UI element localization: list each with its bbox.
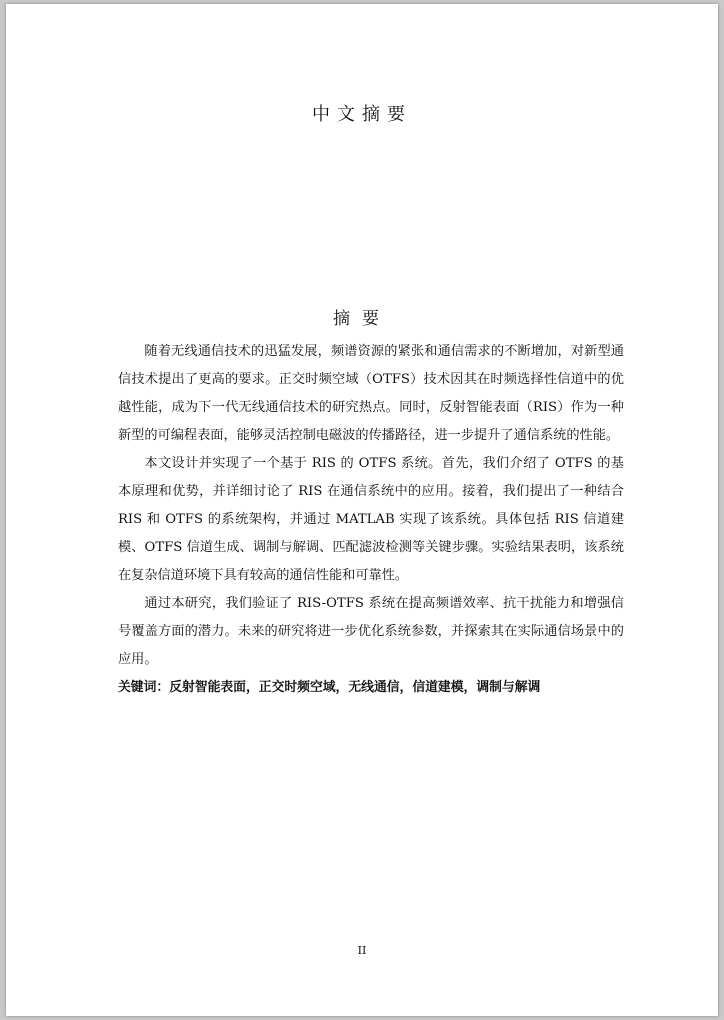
abstract-heading: 摘要 <box>333 309 391 329</box>
page-title: 中文摘要 <box>312 104 412 125</box>
keywords-line <box>118 674 624 702</box>
abstract-paragraph-3: 通过本研究，我们验证了 RIS-OTFS 系统在提高频谱效率、抗干扰能力和增强信号覆盖方面的潜力。未来的研究将进一步优化系统参数，并探索其在实际通信场景中的应用。 <box>118 596 624 667</box>
abstract-paragraph-1: 随着无线通信技术的迅猛发展，频谱资源的紧张和通信需求的不断增加，对新型通信技术提出了更高的要求。正交时频空域（OTFS）技术因其在时频选择性信道中的优越性能，成为下一代无线通信技术的研究热点。同时，反射智能表面（RIS）作为一种新型的可编程表面，能够灵活控制电磁波的传播路径，进一步提升了通信系统的性能。 <box>118 344 624 443</box>
page-number: II <box>357 944 367 957</box>
document-page <box>6 4 718 1016</box>
abstract-body <box>118 338 624 702</box>
keywords-label: 关键词： <box>118 680 170 695</box>
abstract-paragraph-2: 本文设计并实现了一个基于 RIS 的 OTFS 系统。首先，我们介绍了 OTFS 的基本原理和优势，并详细讨论了 RIS 在通信系统中的应用。接着，我们提出了一种结合 RIS 和 OTFS 的系统架构，并通过 MATLAB 实现了该系统。具体包括 RIS 信道建模、OTFS 信道生成、调制与解调、匹配滤波检测等关键步骤。实验结果表明，该系统在复杂信道环境下具有较高的通信性能和可靠性。 <box>118 456 624 583</box>
keywords-list: 反射智能表面，正交时频空域，无线通信，信道建模，调制与解调 <box>169 680 541 695</box>
